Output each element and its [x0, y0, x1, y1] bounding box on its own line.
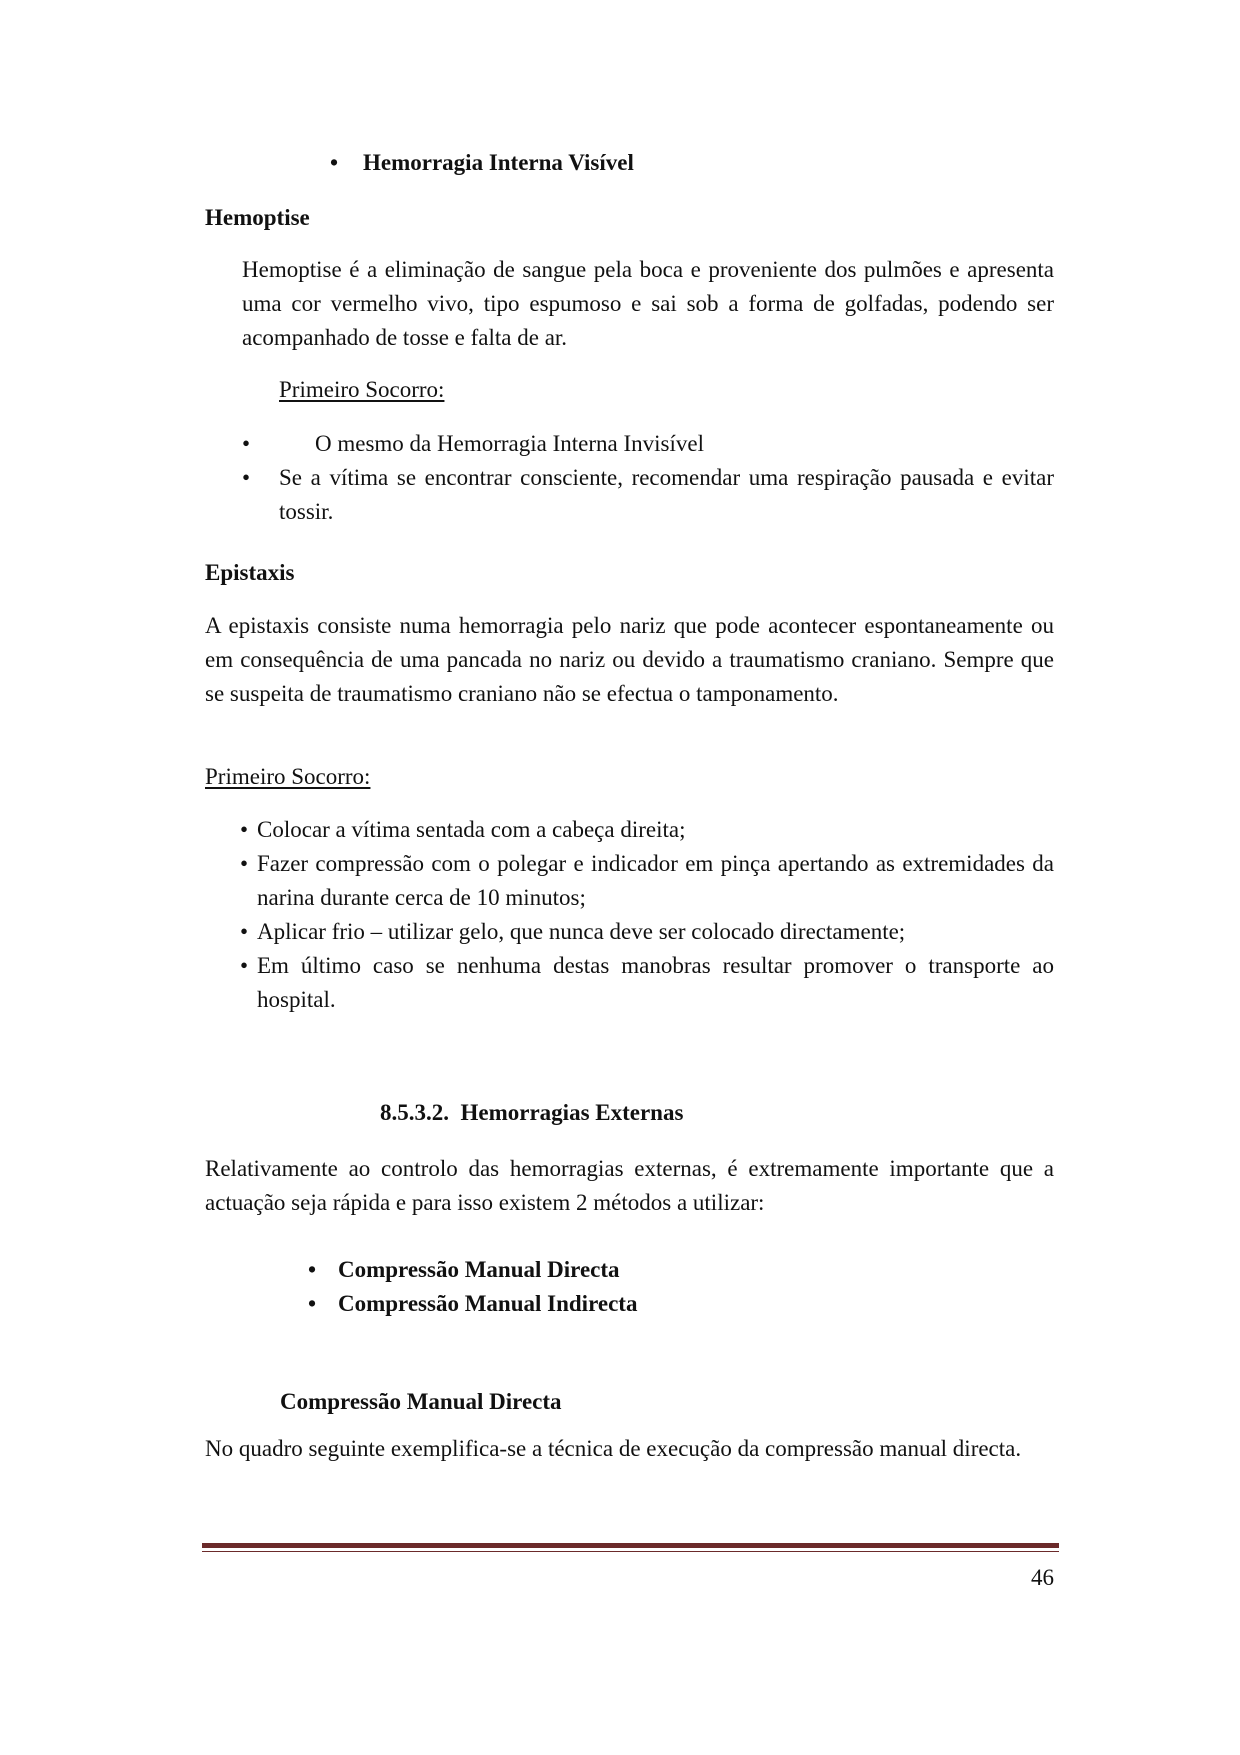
epistaxis-paragraph: A epistaxis consiste numa hemorragia pelo nariz que pode acontecer espontaneamente ou em consequência de uma pancada no nariz ou devido a traumatismo craniano. Sempre que se suspeita de traumatismo craniano não se efectua o tamponamento. — [205, 613, 1054, 706]
directa-title: Compressão Manual Directa — [280, 1389, 562, 1414]
hemoptise-title: Hemoptise — [205, 205, 310, 230]
section-heading-text: Hemorragia Interna Visível — [363, 150, 634, 175]
bullet-icon: • — [308, 1257, 317, 1282]
epistaxis-title: Epistaxis — [205, 560, 295, 585]
footer-rule-thick — [202, 1543, 1059, 1548]
bullet-icon: • — [240, 953, 249, 978]
list-item-text: Colocar a vítima sentada com a cabeça direita; — [257, 817, 686, 842]
epistaxis-first-aid-label: Primeiro Socorro: — [205, 764, 371, 789]
section-number: 8.5.3.2. — [380, 1100, 449, 1125]
bullet-icon: • — [240, 851, 249, 876]
hemoptise-paragraph: Hemoptise é a eliminação de sangue pela boca e proveniente dos pulmões e apresenta uma cor vermelho vivo, tipo espumoso e sai sob a forma de golfadas, podendo ser acompanhado de tosse e falta de ar. — [242, 257, 1054, 350]
externas-paragraph: Relativamente ao controlo das hemorragias externas, é extremamente importante que a actuação seja rápida e para isso existem 2 métodos a utilizar: — [205, 1156, 1054, 1215]
bullet-icon: • — [308, 1291, 317, 1316]
list-item-text: O mesmo da Hemorragia Interna Invisível — [315, 431, 704, 456]
list-item-text: Se a vítima se encontrar consciente, recomendar uma respiração pausada e evitar tossir. — [279, 465, 1054, 524]
list-item-text: Em último caso se nenhuma destas manobras resultar promover o transporte ao hospital. — [257, 953, 1054, 1012]
section-heading-externas — [380, 1096, 683, 1130]
list-item-text: Aplicar frio – utilizar gelo, que nunca deve ser colocado directamente; — [257, 919, 906, 944]
bullet-icon: • — [242, 431, 251, 456]
section-title: Hemorragias Externas — [460, 1100, 684, 1125]
hemoptise-first-aid-label: Primeiro Socorro: — [279, 377, 445, 402]
list-item-text: Compressão Manual Indirecta — [338, 1291, 638, 1316]
list-item-text: Fazer compressão com o polegar e indicador em pinça apertando as extremidades da narina durante cerca de 10 minutos; — [257, 851, 1054, 910]
bullet-icon: • — [330, 150, 339, 175]
directa-paragraph: No quadro seguinte exemplifica-se a técnica de execução da compressão manual directa. — [205, 1436, 1022, 1461]
bullet-icon: • — [240, 919, 249, 944]
list-item-text: Compressão Manual Directa — [338, 1257, 620, 1282]
page-number: 46 — [1031, 1565, 1054, 1590]
bullet-icon: • — [240, 817, 249, 842]
footer-rule-thin — [202, 1551, 1059, 1552]
bullet-icon: • — [242, 465, 251, 490]
